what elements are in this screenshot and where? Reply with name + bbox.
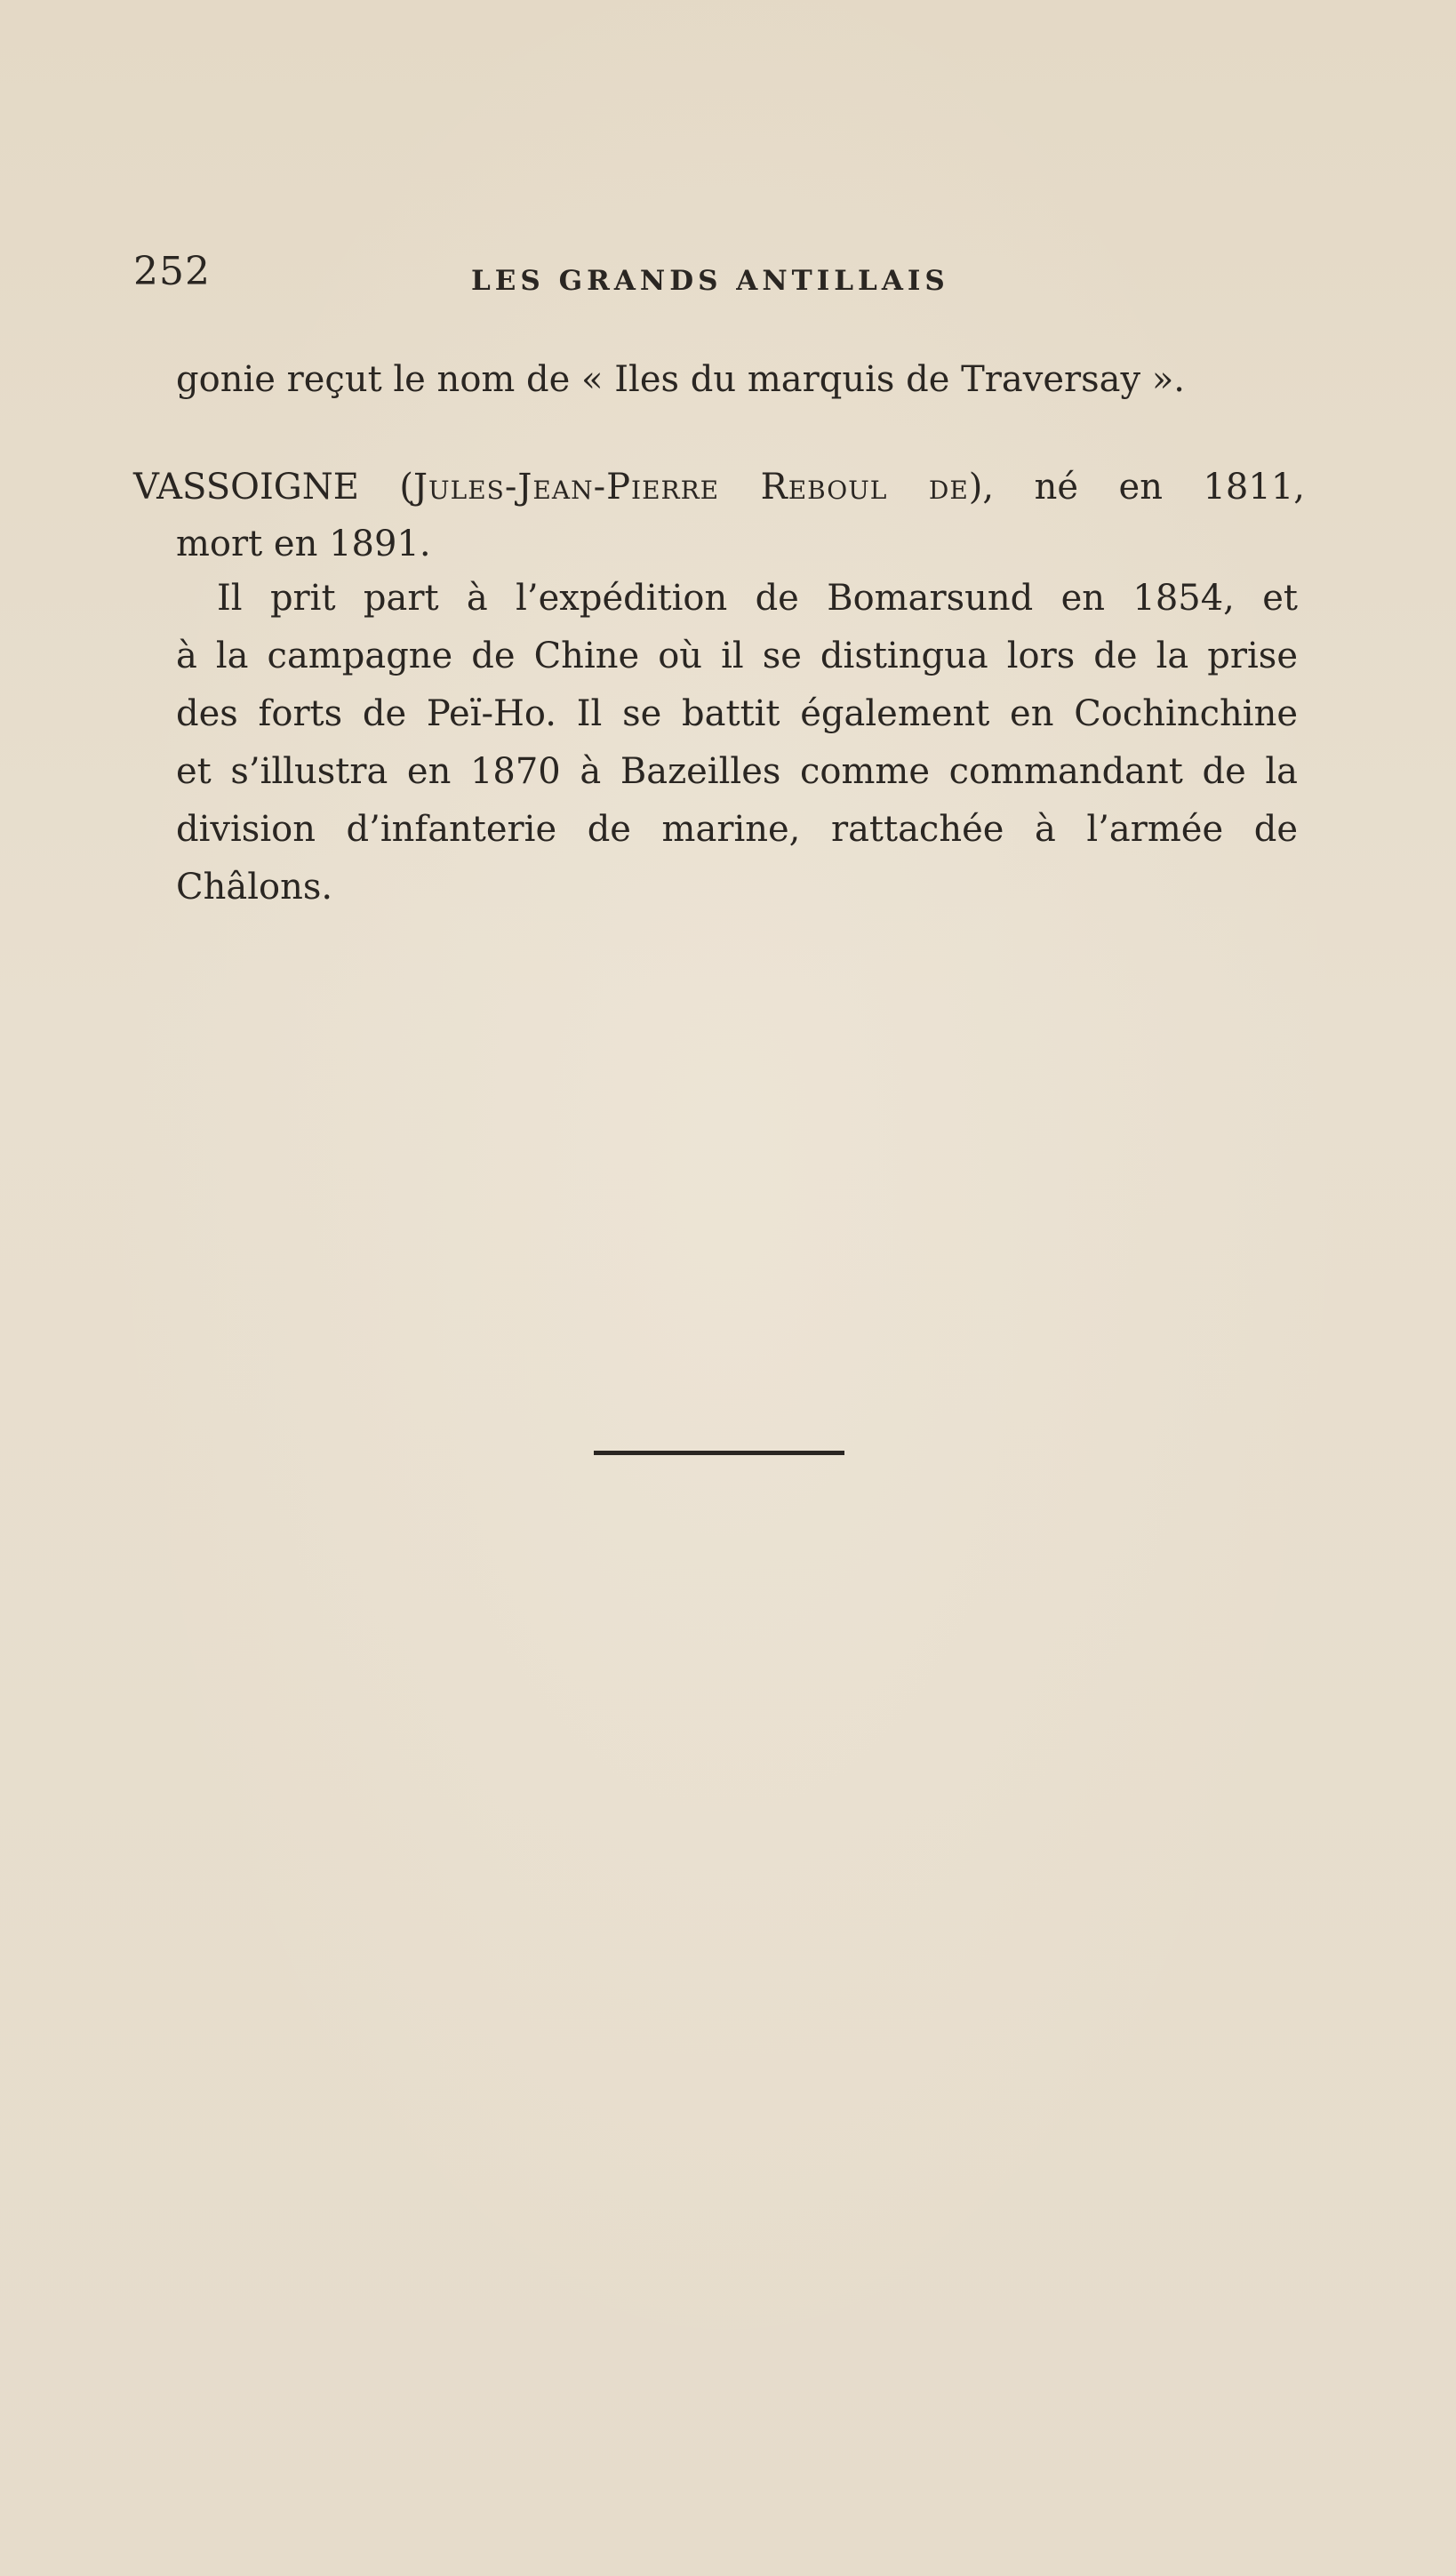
entry-given-names: Jules-Jean-Pierre Reboul de <box>413 467 969 508</box>
entry-heading <box>133 467 1305 508</box>
page-number: 252 <box>133 249 211 294</box>
section-divider <box>594 1451 844 1455</box>
entry-dates-continued: mort en 1891. <box>176 524 431 564</box>
entry-surname: VASSOIGNE <box>133 467 359 508</box>
body-line: à la campagne de Chine où il se distingua lors de la prise <box>176 636 1298 676</box>
running-title: LES GRANDS ANTILLAIS <box>471 265 949 297</box>
body-line: des forts de Peï-Ho. Il se battit également en Cochinchine <box>176 693 1298 734</box>
body-line: Il prit part à l’expédition de Bomarsund en 1854, et <box>217 578 1298 619</box>
entry-dates: ), né en 1811, <box>968 467 1305 508</box>
body-line: Châlons. <box>176 867 333 908</box>
body-line: et s’illustra en 1870 à Bazeilles comme commandant de la <box>176 751 1298 792</box>
body-line: division d’infanterie de marine, rattachée à l’armée de <box>176 809 1298 850</box>
entry-open-paren: ( <box>358 467 414 508</box>
continuation-line: gonie reçut le nom de « Iles du marquis de Traversay ». <box>176 359 1186 400</box>
